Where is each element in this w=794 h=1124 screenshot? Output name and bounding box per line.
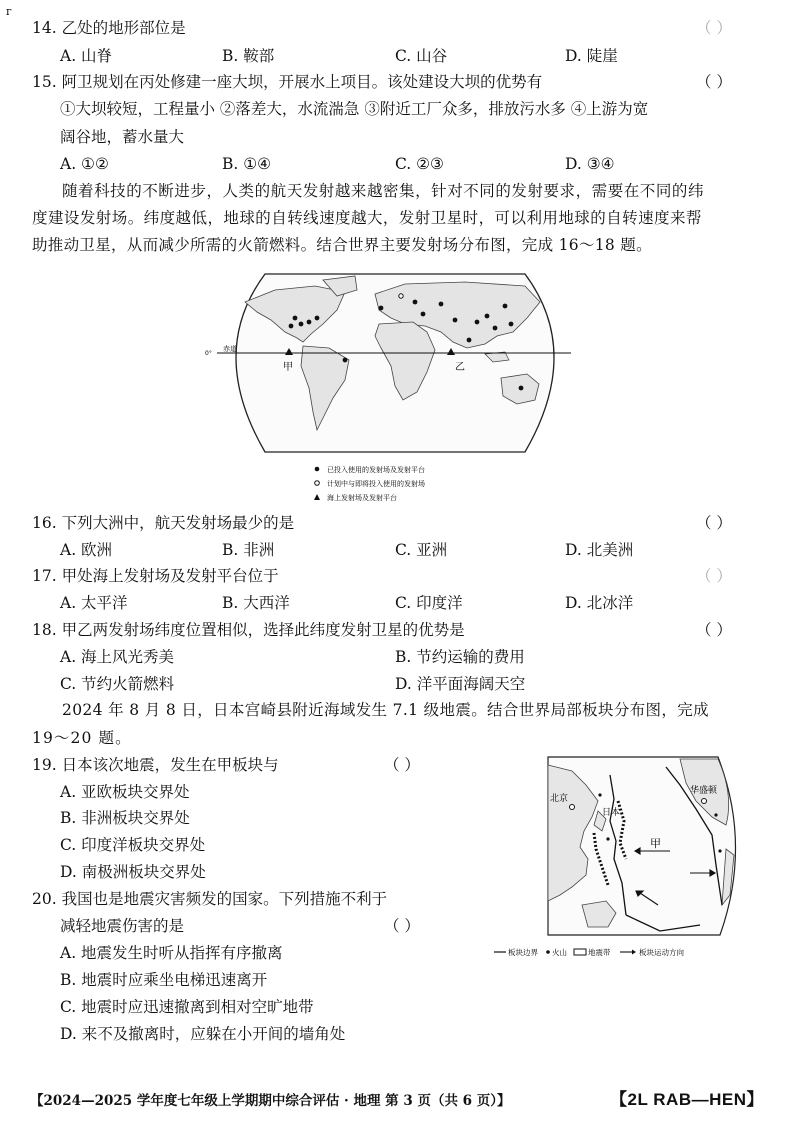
beijing-label: 北京 xyxy=(550,794,569,804)
world-launch-site-map xyxy=(205,262,585,512)
launch-site xyxy=(299,322,304,327)
washington-marker xyxy=(702,799,707,804)
legend-boundary-label: 板块边界 xyxy=(508,948,538,957)
q15-statements-cont: 阔谷地，蓄水量大 xyxy=(60,128,185,146)
q20-option-d: D. 来不及撤离时，应躲在小开间的墙角处 xyxy=(60,1025,346,1043)
yi-label: 乙 xyxy=(455,362,465,373)
legend-triangle-sea xyxy=(314,494,320,500)
q19-option-b: B. 非洲板块交界处 xyxy=(60,809,190,827)
launch-site xyxy=(413,300,418,305)
q17-paren: （ ） xyxy=(696,567,732,585)
q14-option-d: D. 陡崖 xyxy=(565,47,618,65)
q20-paren: （ ） xyxy=(384,917,420,935)
q16-option-b: B. 非洲 xyxy=(222,541,275,559)
q16-stem: 16. 下列大洲中，航天发射场最少的是 xyxy=(32,514,295,532)
q18-stem: 18. 甲乙两发射场纬度位置相似，选择此纬度发射卫星的优势是 xyxy=(32,621,465,639)
q14-option-b: B. 鞍部 xyxy=(222,47,275,65)
launch-site xyxy=(343,358,348,363)
legend-sea-label: 海上发射场及发射平台 xyxy=(327,494,397,502)
q14-option-a: A. 山脊 xyxy=(60,47,113,65)
q17-option-b: B. 大西洋 xyxy=(222,594,290,612)
q20-option-c: C. 地震时应迅速撤离到相对空旷地带 xyxy=(60,998,314,1016)
legend-volcano-dot xyxy=(546,950,550,954)
q16-option-c: C. 亚洲 xyxy=(395,541,448,559)
launch-site xyxy=(467,338,472,343)
planned-launch-site xyxy=(399,294,403,298)
q14-paren: （ ） xyxy=(696,19,732,37)
passage1-line1: 随着科技的不断进步，人类的航天发射越来越密集，针对不同的发射要求，需要在不同的纬 xyxy=(62,182,705,200)
legend-arrow-head xyxy=(632,950,636,955)
launch-site xyxy=(379,306,384,311)
q16-paren: （ ） xyxy=(696,514,732,532)
q16-option-d: D. 北美洲 xyxy=(565,541,634,559)
q18-option-a: A. 海上风光秀美 xyxy=(60,648,175,666)
footer-text: 【2024—2025 学年度七年级上学期期中综合评估 · 地理 第 3 页（共 6 页）】 xyxy=(30,1093,511,1109)
legend-active-label: 已投入使用的发射场及发射平台 xyxy=(327,466,425,474)
launch-site xyxy=(293,316,298,321)
q19-option-c: C. 印度洋板块交界处 xyxy=(60,836,206,854)
q19-option-a: A. 亚欧板块交界处 xyxy=(60,783,190,801)
q17-option-d: D. 北冰洋 xyxy=(565,594,634,612)
q15-option-d: D. ③④ xyxy=(565,155,615,173)
q19-paren: （ ） xyxy=(384,756,420,774)
launch-site xyxy=(503,304,508,309)
corner-mark: г xyxy=(6,5,12,18)
washington-label: 华盛顿 xyxy=(690,786,718,796)
launch-site xyxy=(509,322,514,327)
passage1-line2: 度建设发射场。纬度越低，地球的自转线速度越大，发射卫星时，可以利用地球的自转速度来帮 xyxy=(32,209,702,227)
legend-seismic-box xyxy=(574,949,586,955)
q14-stem: 14. 乙处的地形部位是 xyxy=(32,19,186,37)
q19-stem: 19. 日本该次地震，发生在甲板块与 xyxy=(32,756,279,774)
launch-site xyxy=(315,316,320,321)
launch-site xyxy=(307,320,312,325)
q15-option-a: A. ①② xyxy=(60,155,109,173)
q20-stem: 20. 我国也是地震灾害频发的国家。下列措施不利于 xyxy=(32,890,388,908)
passage2-line2: 19～20 题。 xyxy=(32,729,132,747)
launch-site xyxy=(453,318,458,323)
passage1-line3: 助推动卫星，从而减少所需的火箭燃料。结合世界主要发射场分布图，完成 16～18 题。 xyxy=(32,236,652,254)
legend-seismic-label: 地震带 xyxy=(588,948,611,957)
beijing-marker xyxy=(570,805,575,810)
q15-statements: ①大坝较短，工程量小 ②落差大，水流湍急 ③附近工厂众多，排放污水多 ④上游为宽 xyxy=(60,100,649,118)
q16-option-a: A. 欧洲 xyxy=(60,541,113,559)
legend-planned-label: 计划中与即将投入使用的发射场 xyxy=(327,480,425,488)
jia-label: 甲 xyxy=(283,362,293,373)
q15-option-c: C. ②③ xyxy=(395,155,444,173)
q18-option-d: D. 洋平面海阔天空 xyxy=(395,675,526,693)
passage2-line1: 2024 年 8 月 8 日，日本宫崎县附近海域发生 7.1 级地震。结合世界局部板块分布图，完成 xyxy=(62,701,709,719)
q17-option-c: C. 印度洋 xyxy=(395,594,463,612)
legend-dot-planned xyxy=(315,481,320,486)
launch-site xyxy=(421,312,426,317)
q15-option-b: B. ①④ xyxy=(222,155,272,173)
q20-option-a: A. 地震发生时听从指挥有序撤离 xyxy=(60,944,283,962)
plate-boundary-map xyxy=(490,755,760,960)
equator-label: 赤道 xyxy=(223,345,237,353)
q17-option-a: A. 太平洋 xyxy=(60,594,128,612)
q18-option-c: C. 节约火箭燃料 xyxy=(60,675,175,693)
launch-site xyxy=(475,320,480,325)
launch-site xyxy=(493,326,498,331)
q15-paren: （ ） xyxy=(696,73,732,91)
legend-arrow-label: 板块运动方向 xyxy=(639,948,684,957)
plate-jia-label: 甲 xyxy=(650,837,661,850)
q20-option-b: B. 地震时应乘坐电梯迅速离开 xyxy=(60,971,268,989)
exam-code: 【2L RAB—HEN】 xyxy=(610,1090,764,1109)
q15-stem: 15. 阿卫规划在丙处修建一座大坝，开展水上项目。该处建设大坝的优势有 xyxy=(32,73,543,91)
launch-site xyxy=(439,302,444,307)
q19-option-d: D. 南极洲板块交界处 xyxy=(60,863,206,881)
q20-stem-cont: 减轻地震伤害的是 xyxy=(60,917,185,935)
launch-site xyxy=(519,386,524,391)
zero-degree-label: 0° xyxy=(205,350,212,357)
legend-dot-active xyxy=(315,467,320,472)
launch-site xyxy=(289,324,294,329)
launch-site xyxy=(485,314,490,319)
page-footer xyxy=(30,1089,764,1111)
legend-volcano-label: 火山 xyxy=(552,948,567,957)
japan-label: 日本 xyxy=(602,808,621,818)
q18-option-b: B. 节约运输的费用 xyxy=(395,648,525,666)
q18-paren: （ ） xyxy=(696,621,732,639)
q14-option-c: C. 山谷 xyxy=(395,47,448,65)
q17-stem: 17. 甲处海上发射场及发射平台位于 xyxy=(32,567,279,585)
